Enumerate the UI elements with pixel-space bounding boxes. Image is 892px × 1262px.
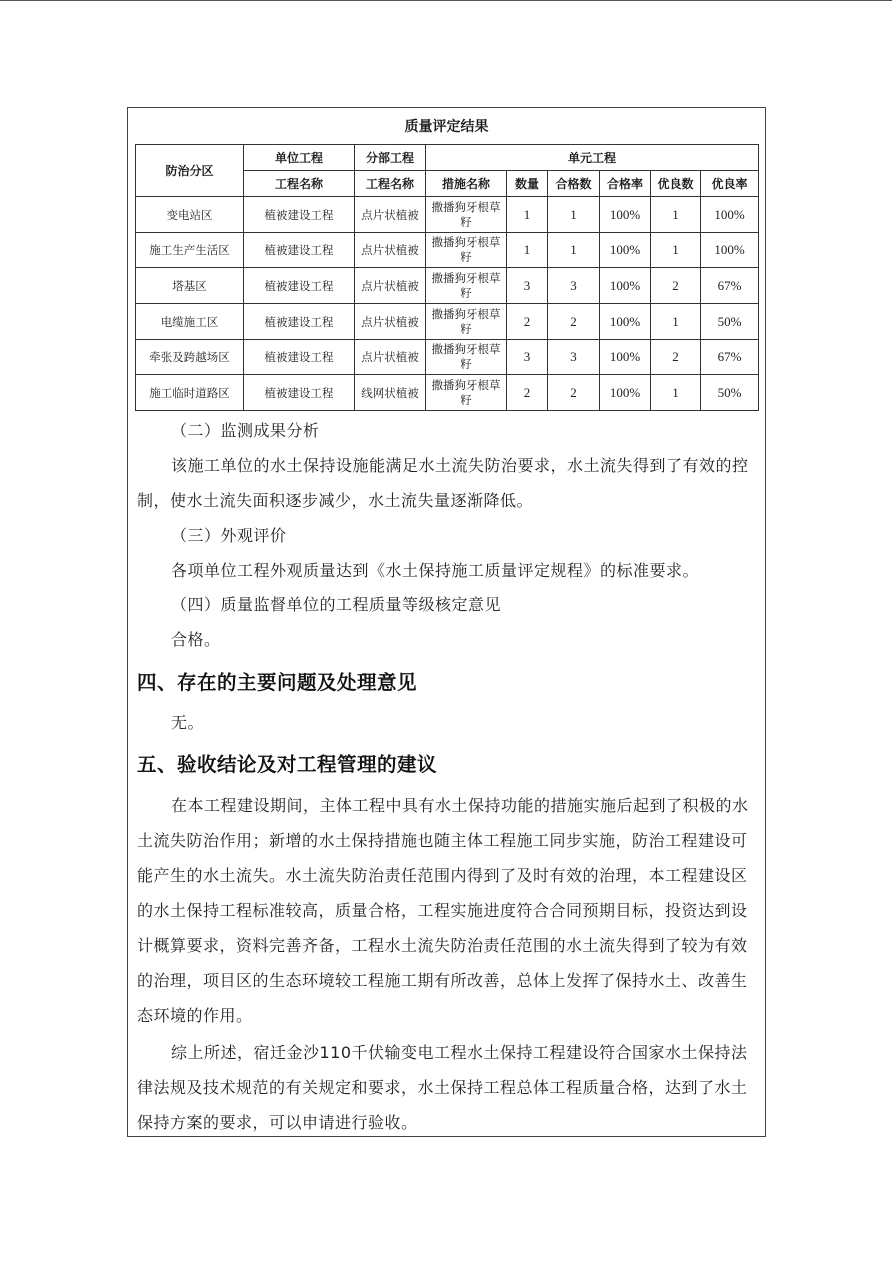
- cell-unit: 植被建设工程: [244, 233, 355, 268]
- cell-part: 点片状植被: [355, 340, 426, 375]
- cell-measure: 撒播狗牙根草籽: [426, 197, 507, 233]
- table-row: [136, 268, 759, 304]
- chapter-5-paragraph-1: 在本工程建设期间，主体工程中具有水土保持功能的措施实施后起到了积极的水土流失防治作用；新增的水土保持措施也随主体工程施工同步实施，防治工程建设可能产生的水土流失。水土流失防治责任范围内得到了及时有效的治理，本工程建设区的水土保持工程标准较高，质量合格，工程实施进度符合合同预期目标，投资达到设计概算要求，资料完善齐备，工程水土流失防治责任范围的水土流失得到了较为有效的治理，项目区的生态环境较工程施工期有所改善，总体上发挥了保持水土、改善生态环境的作用。: [137, 796, 749, 1025]
- header-pass-count: 合格数: [548, 171, 600, 197]
- chapter-5-paragraph-2: 综上所述，宿迁金沙110千伏输变电工程水土保持工程建设符合国家水土保持法律法规及技术规范的有关规定和要求，水土保持工程总体工程质量合格，达到了水土保持方案的要求，可以申请进行验收。: [137, 1043, 748, 1132]
- cell-measure: 撒播狗牙根草籽: [426, 340, 507, 375]
- cell-pass-rate: 100%: [600, 340, 651, 375]
- cell-pass: 1: [548, 197, 600, 233]
- header-unit-project: 单位工程: [244, 145, 355, 171]
- section-3-body: 各项单位工程外观质量达到《水土保持施工质量评定规程》的标准要求。: [171, 561, 700, 580]
- section-2-heading: （二）监测成果分析: [171, 421, 320, 440]
- cell-count: 3: [507, 268, 548, 304]
- cell-pass: 3: [548, 268, 600, 304]
- cell-excellent: 2: [651, 268, 701, 304]
- cell-unit: 植被建设工程: [244, 197, 355, 233]
- cell-zone: 电缆施工区: [136, 304, 244, 340]
- chapter-4-title: 四、存在的主要问题及处理意见: [137, 671, 418, 694]
- header-measure: 措施名称: [426, 171, 507, 197]
- header-part-name: 工程名称: [355, 171, 426, 197]
- header-excellent-count: 优良数: [651, 171, 701, 197]
- cell-unit: 植被建设工程: [244, 304, 355, 340]
- cell-unit: 植被建设工程: [244, 340, 355, 375]
- cell-measure: 撒播狗牙根草籽: [426, 304, 507, 340]
- cell-zone: 施工生产生活区: [136, 233, 244, 268]
- cell-unit: 植被建设工程: [244, 268, 355, 304]
- cell-part: 线网状植被: [355, 375, 426, 411]
- cell-count: 2: [507, 304, 548, 340]
- cell-excellent: 1: [651, 375, 701, 411]
- cell-measure: 撒播狗牙根草籽: [426, 233, 507, 268]
- cell-part: 点片状植被: [355, 304, 426, 340]
- cell-count: 1: [507, 197, 548, 233]
- section-4-heading: （四）质量监督单位的工程质量等级核定意见: [171, 595, 502, 614]
- cell-measure: 撒播狗牙根草籽: [426, 375, 507, 411]
- cell-unit: 植被建设工程: [244, 375, 355, 411]
- chapter-5-title: 五、验收结论及对工程管理的建议: [137, 753, 438, 776]
- table-row: [136, 340, 759, 375]
- header-unit-name: 工程名称: [244, 171, 355, 197]
- header-element-project: 单元工程: [426, 145, 759, 171]
- cell-part: 点片状植被: [355, 197, 426, 233]
- cell-excellent-rate: 100%: [701, 197, 759, 233]
- table-caption: 质量评定结果: [404, 119, 489, 135]
- cell-zone: 塔基区: [136, 268, 244, 304]
- cell-pass-rate: 100%: [600, 304, 651, 340]
- cell-excellent-rate: 100%: [701, 233, 759, 268]
- table-row: [136, 304, 759, 340]
- cell-measure: 撒播狗牙根草籽: [426, 268, 507, 304]
- cell-zone: 牵张及跨越场区: [136, 340, 244, 375]
- cell-pass-rate: 100%: [600, 375, 651, 411]
- cell-zone: 施工临时道路区: [136, 375, 244, 411]
- header-sub-project: 分部工程: [355, 145, 426, 171]
- cell-pass-rate: 100%: [600, 233, 651, 268]
- cell-pass: 1: [548, 233, 600, 268]
- header-excellent-rate: 优良率: [701, 171, 759, 197]
- header-pass-rate: 合格率: [600, 171, 651, 197]
- cell-pass-rate: 100%: [600, 197, 651, 233]
- cell-part: 点片状植被: [355, 268, 426, 304]
- section-2-body: 该施工单位的水土保持设施能满足水土流失防治要求，水土流失得到了有效的控制，使水土流失面积逐步减少，水土流失量逐渐降低。: [137, 456, 749, 510]
- section-4-body: 合格。: [171, 630, 221, 649]
- cell-excellent-rate: 67%: [701, 268, 759, 304]
- header-zone: 防治分区: [136, 145, 244, 197]
- cell-pass: 2: [548, 375, 600, 411]
- cell-part: 点片状植被: [355, 233, 426, 268]
- quality-assessment-table: [135, 144, 759, 411]
- cell-count: 1: [507, 233, 548, 268]
- table-row: [136, 197, 759, 233]
- cell-pass: 2: [548, 304, 600, 340]
- cell-count: 3: [507, 340, 548, 375]
- table-row: [136, 233, 759, 268]
- cell-count: 2: [507, 375, 548, 411]
- cell-excellent-rate: 50%: [701, 304, 759, 340]
- cell-pass: 3: [548, 340, 600, 375]
- cell-excellent: 2: [651, 340, 701, 375]
- cell-excellent-rate: 67%: [701, 340, 759, 375]
- section-3-heading: （三）外观评价: [171, 526, 287, 545]
- cell-pass-rate: 100%: [600, 268, 651, 304]
- cell-zone: 变电站区: [136, 197, 244, 233]
- cell-excellent: 1: [651, 233, 701, 268]
- cell-excellent-rate: 50%: [701, 375, 759, 411]
- cell-excellent: 1: [651, 197, 701, 233]
- header-count: 数量: [507, 171, 548, 197]
- chapter-4-body: 无。: [171, 713, 205, 732]
- page-top-border: [0, 0, 892, 1]
- cell-excellent: 1: [651, 304, 701, 340]
- table-row: [136, 375, 759, 411]
